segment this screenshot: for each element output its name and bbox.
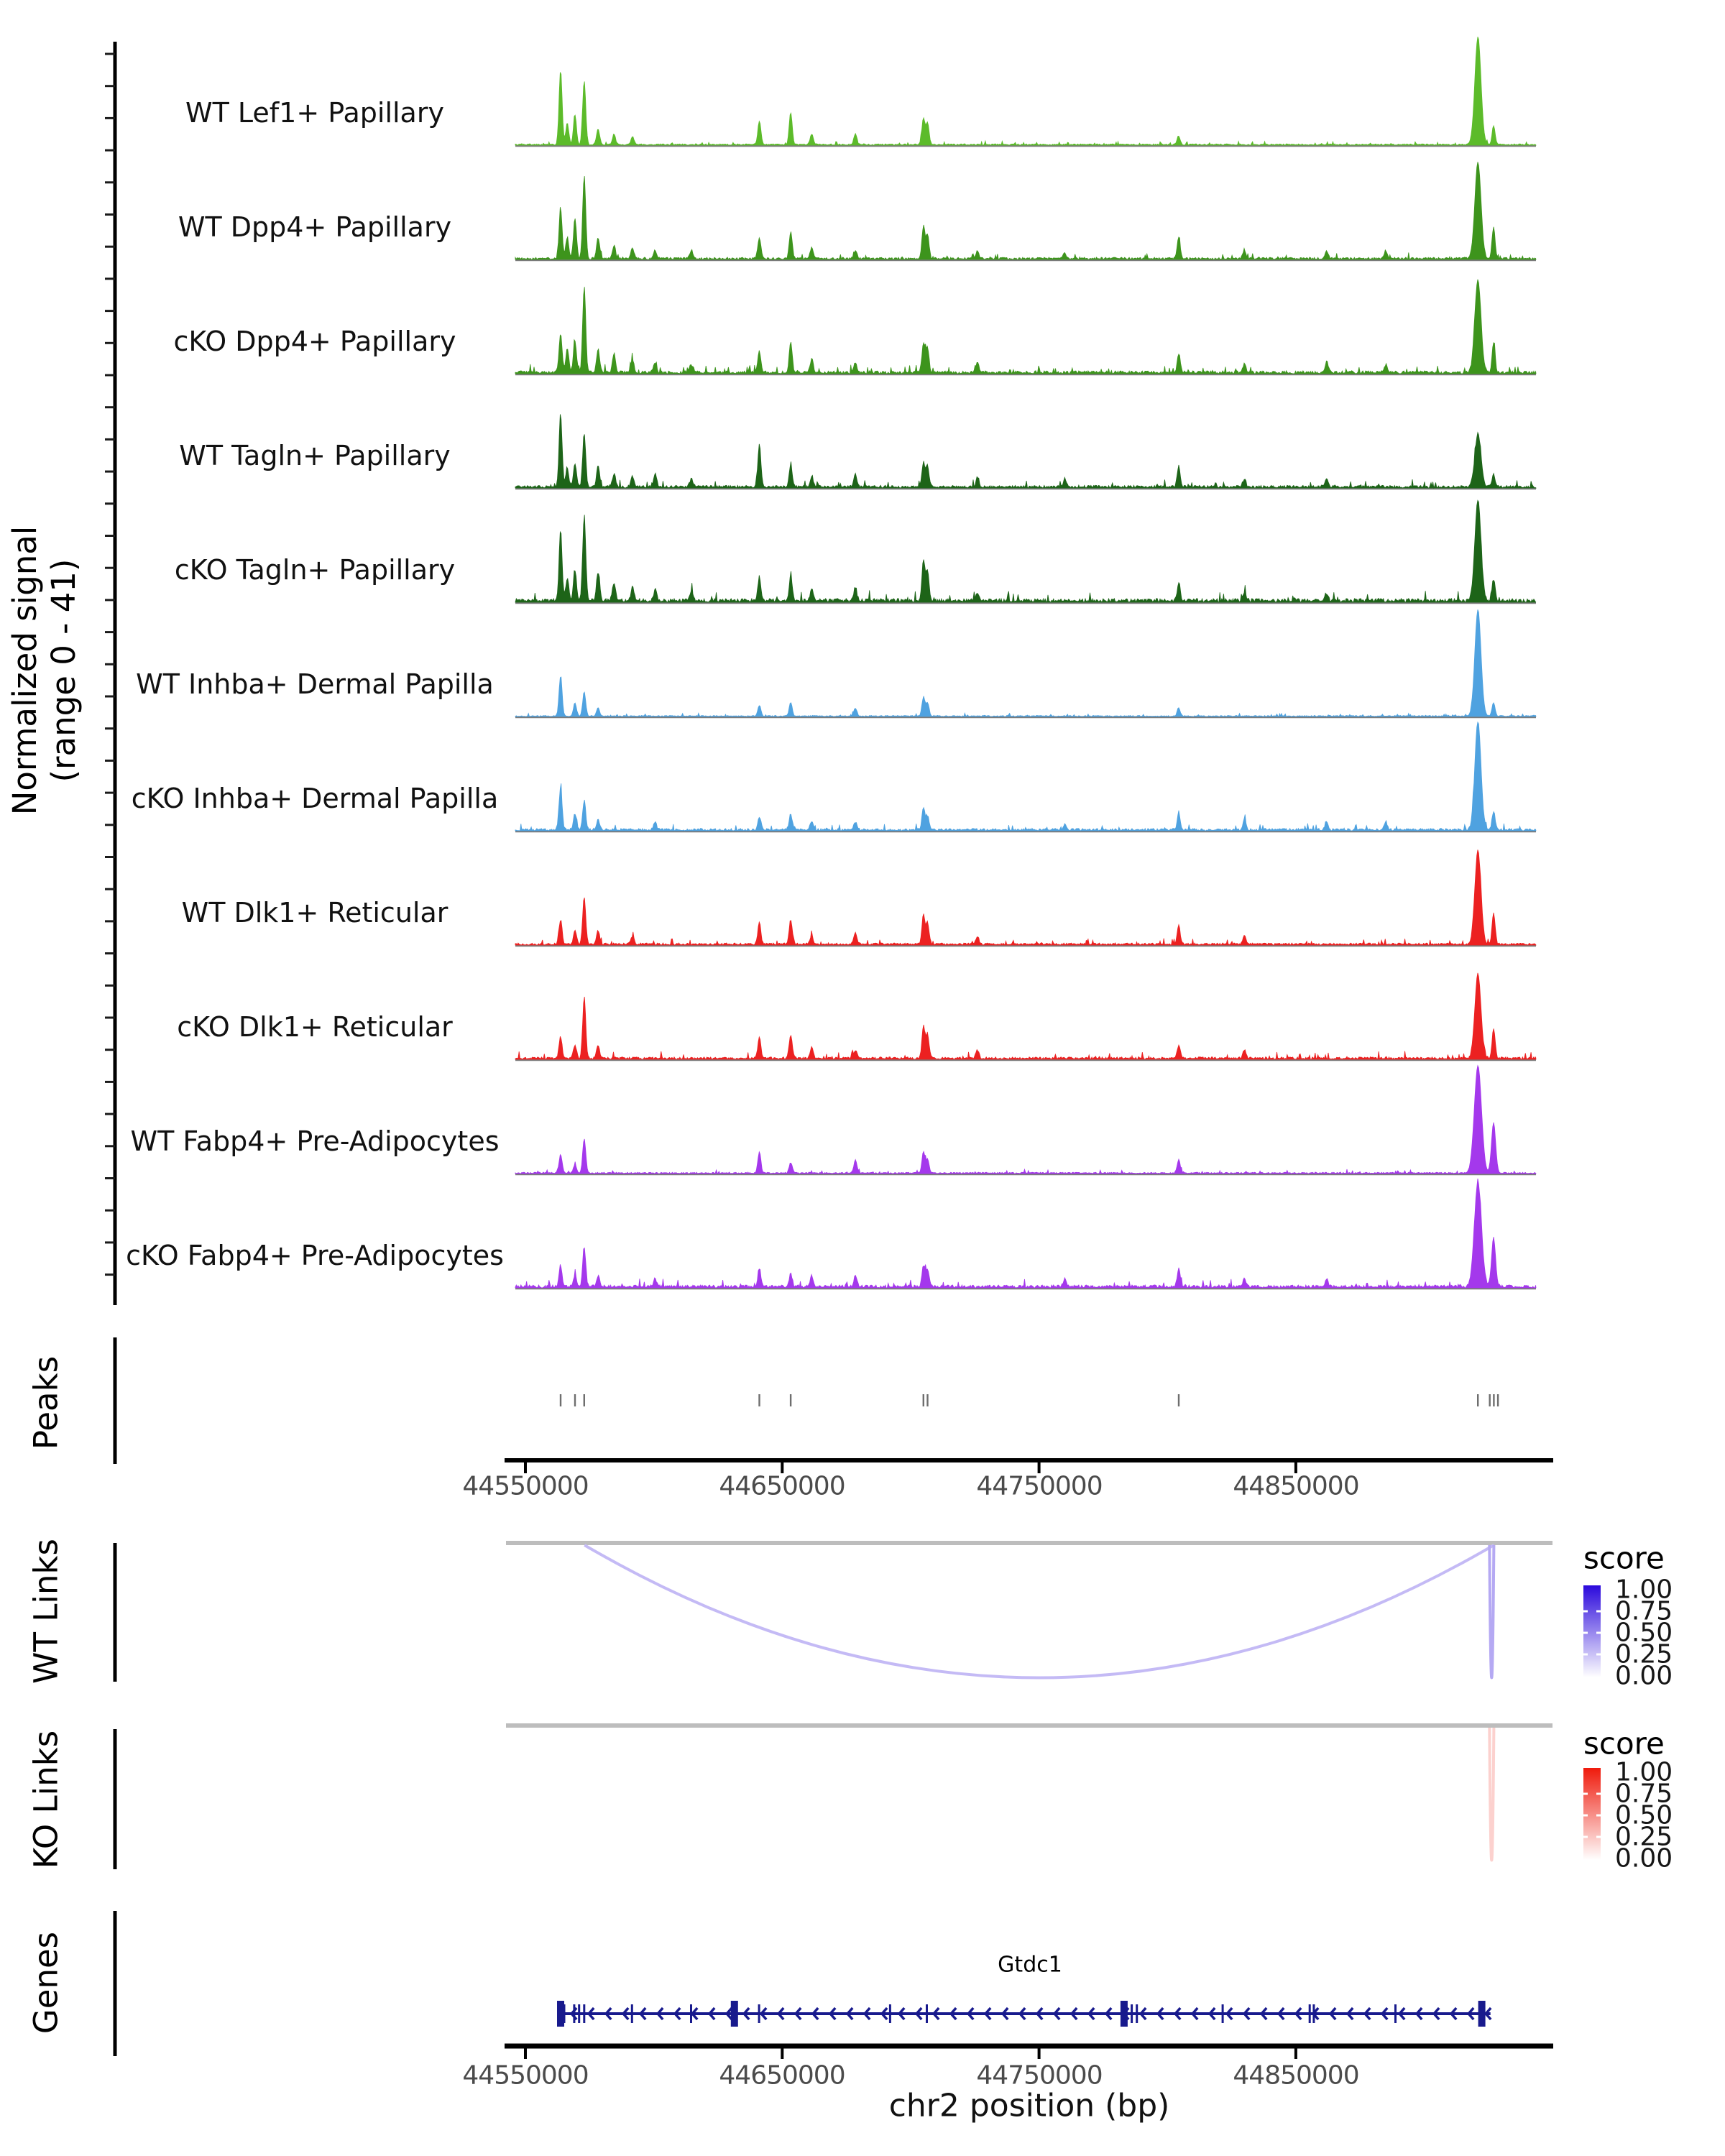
wt-score-1.00: 1.00: [1615, 1575, 1673, 1605]
wt-score-legend-title: score: [1583, 1540, 1665, 1576]
track-label-wt-fabp4: WT Fabp4+ Pre-Adipocytes: [130, 1125, 500, 1157]
wt-score-0.75: 0.75: [1615, 1596, 1673, 1626]
top-axis-tick-44650000: 44650000: [719, 1471, 845, 1501]
ko-score-0.00: 0.00: [1615, 1843, 1673, 1874]
track-label-wt-tagln: WT Tagln+ Papillary: [179, 440, 451, 471]
y-axis-label: [6, 526, 83, 816]
x-axis-title: chr2 position (bp): [888, 2087, 1170, 2124]
ko-score-0.50: 0.50: [1615, 1800, 1673, 1830]
track-label-wt-dlk1: WT Dlk1+ Reticular: [181, 897, 448, 929]
track-label-cko-dlk1: cKO Dlk1+ Reticular: [177, 1011, 453, 1043]
wt-score-0.00: 0.00: [1615, 1661, 1673, 1691]
peaks-row-label: Peaks: [27, 1355, 65, 1450]
wt-links-row-label: WT Links: [27, 1539, 65, 1684]
ko-score-0.75: 0.75: [1615, 1779, 1673, 1809]
wt-score-0.50: 0.50: [1615, 1618, 1673, 1648]
bottom-axis-tick-44750000: 44750000: [976, 2060, 1103, 2091]
wt-score-0.25: 0.25: [1615, 1639, 1673, 1669]
track-label-cko-dpp4: cKO Dpp4+ Papillary: [173, 326, 456, 357]
bottom-axis-tick-44850000: 44850000: [1233, 2060, 1359, 2091]
track-label-cko-tagln: cKO Tagln+ Papillary: [174, 554, 456, 586]
ko-score-1.00: 1.00: [1615, 1757, 1673, 1787]
y-axis-label-line1: Normalized signal: [6, 525, 44, 816]
ko-links-row-label: KO Links: [27, 1730, 65, 1869]
track-label-wt-inhba: WT Inhba+ Dermal Papilla: [136, 668, 494, 700]
ko-score-0.25: 0.25: [1615, 1822, 1673, 1852]
track-label-wt-dpp4: WT Dpp4+ Papillary: [178, 211, 452, 243]
top-axis-tick-44750000: 44750000: [976, 1471, 1103, 1501]
ko-score-legend-title: score: [1583, 1726, 1665, 1761]
genes-row-label: Genes: [27, 1931, 65, 2035]
top-axis-tick-44850000: 44850000: [1233, 1471, 1359, 1501]
top-axis-tick-44550000: 44550000: [462, 1471, 589, 1501]
bottom-axis-tick-44550000: 44550000: [462, 2060, 589, 2091]
track-label-cko-fabp4: cKO Fabp4+ Pre-Adipocytes: [126, 1240, 504, 1271]
track-label-wt-lef1: WT Lef1+ Papillary: [185, 97, 444, 129]
track-label-cko-inhba: cKO Inhba+ Dermal Papilla: [131, 783, 499, 814]
bottom-axis-tick-44650000: 44650000: [719, 2060, 845, 2091]
gene-name-gtdc1: Gtdc1: [998, 1952, 1062, 1978]
y-axis-label-line2: (range 0 - 41): [45, 558, 83, 783]
